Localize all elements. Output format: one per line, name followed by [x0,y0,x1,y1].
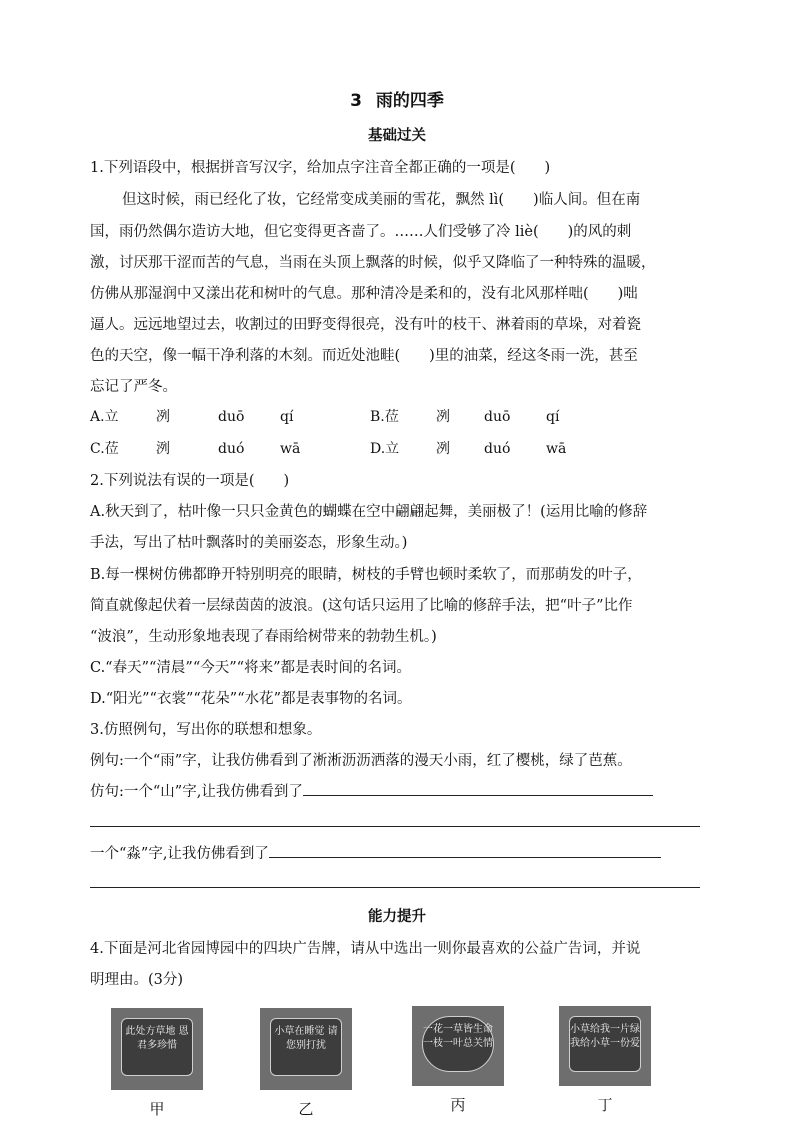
q1-passage-line: 色的天空，像一幅干净利落的木刻。而近处池畦( )里的油菜，经这冬雨一洗，甚至 [90,348,638,364]
q3-imitate-1: 仿句:一个“山”字,让我仿佛看到了 [90,780,710,801]
q1-option-a: A.立 冽 duō qí [90,409,294,425]
q2-option-a-line: A.秋天到了，枯叶像一只只金黄色的蝴蝶在空中翩翩起舞，美丽极了！(运用比喻的修辞 [90,504,648,520]
page-title [0,86,794,111]
q1-stem: 1.下列语段中，根据拼音写汉字，给加点字注音全都正确的一项是( ) [90,160,551,176]
lesson-title: 雨的四季 [375,91,444,111]
q1-option-c: C.莅 洌 duó wā [90,441,301,457]
q1-option-b: B.莅 冽 duō qí [370,409,560,425]
q3-example: 例句:一个“雨”字，让我仿佛看到了淅淅沥沥洒落的漫天小雨，红了樱桃，绿了芭蕉。 [90,753,632,769]
answer-blank[interactable] [269,843,661,858]
q1-passage-line: 但这时候，雨已经化了妆，它经常变成美丽的雪花，飘然 lì( )临人间。但在南 [122,192,641,208]
q2-option-b-line: B.每一棵树仿佛都睁开特别明亮的眼睛，树枝的手臂也顿时柔软了，而那萌发的叶子， [90,567,642,583]
q3-imitate-2: 一个“淼”字,让我仿佛看到了 [90,842,710,863]
q4-stem: 明理由。(3分) [90,972,184,988]
q1-passage-line: 国，雨仍然偶尔造访大地，但它变得更吝啬了。……人们受够了冷 liè( )的风的刺 [90,224,632,240]
section-heading-basic: 基础过关 [368,128,426,144]
sign-text: 一花一草皆生命 一枝一叶总关情 [422,1016,494,1072]
q2-option-d: D.“阳光”“衣裳”“花朵”“水花”都是表事物的名词。 [90,691,412,707]
answer-line[interactable] [90,826,700,827]
q1-option-d: D.立 冽 duó wā [370,441,567,457]
sign-photo-bing [412,1006,504,1086]
q2-option-c: C.“春天”“清晨”“今天”“将来”都是表时间的名词。 [90,660,411,676]
q2-option-b-line: “波浪”，生动形象地表现了春雨给树带来的勃勃生机。) [90,629,437,645]
sign-text: 小草给我一片绿 我给小草一份爱 [569,1016,641,1072]
answer-line[interactable] [90,887,700,888]
sign-photo-ding [559,1006,651,1086]
q2-option-b-line: 简直就像起伏着一层绿茵茵的波浪。(这句话只运用了比喻的修辞手法，把“叶子”比作 [90,598,633,614]
sign-caption: 丁 [597,1096,613,1114]
q3-stem: 3.仿照例句，写出你的联想和想象。 [90,722,322,738]
q4-stem: 4.下面是河北省园博园中的四块广告牌，请从中选出一则你最喜欢的公益广告词，并说 [90,941,641,957]
q2-stem: 2.下列说法有误的一项是( ) [90,473,290,489]
sign-caption: 乙 [298,1100,314,1118]
sign-caption: 甲 [149,1100,165,1118]
q1-passage-line: 激，讨厌那干涩而苦的气息，当雨在头顶上飘落的时候，似乎又降临了一种特殊的温暖， [90,255,656,271]
q1-passage-line: 仿佛从那湿润中又漾出花和树叶的气息。那种清冷是柔和的，没有北风那样咄( )咄 [90,286,638,302]
section-heading-advanced: 能力提升 [368,909,426,925]
answer-blank[interactable] [303,781,653,796]
q1-passage-line: 逼人。远远地望过去，收割过的田野变得很亮，没有叶的枝干、淋着雨的草垛，对着瓷 [90,317,641,333]
sign-photo-jia [111,1008,203,1090]
q2-option-a-line: 手法，写出了枯叶飘落时的美丽姿态，形象生动。) [90,535,408,551]
sign-text: 小草在睡觉 请您别打扰 [270,1018,342,1076]
lesson-number: 3 [350,91,362,111]
sign-text: 此处方草地 恩君多珍惜 [121,1018,193,1076]
q1-passage-line: 忘记了严冬。 [90,379,177,395]
sign-photo-yi [260,1008,352,1090]
sign-caption: 丙 [450,1096,466,1114]
